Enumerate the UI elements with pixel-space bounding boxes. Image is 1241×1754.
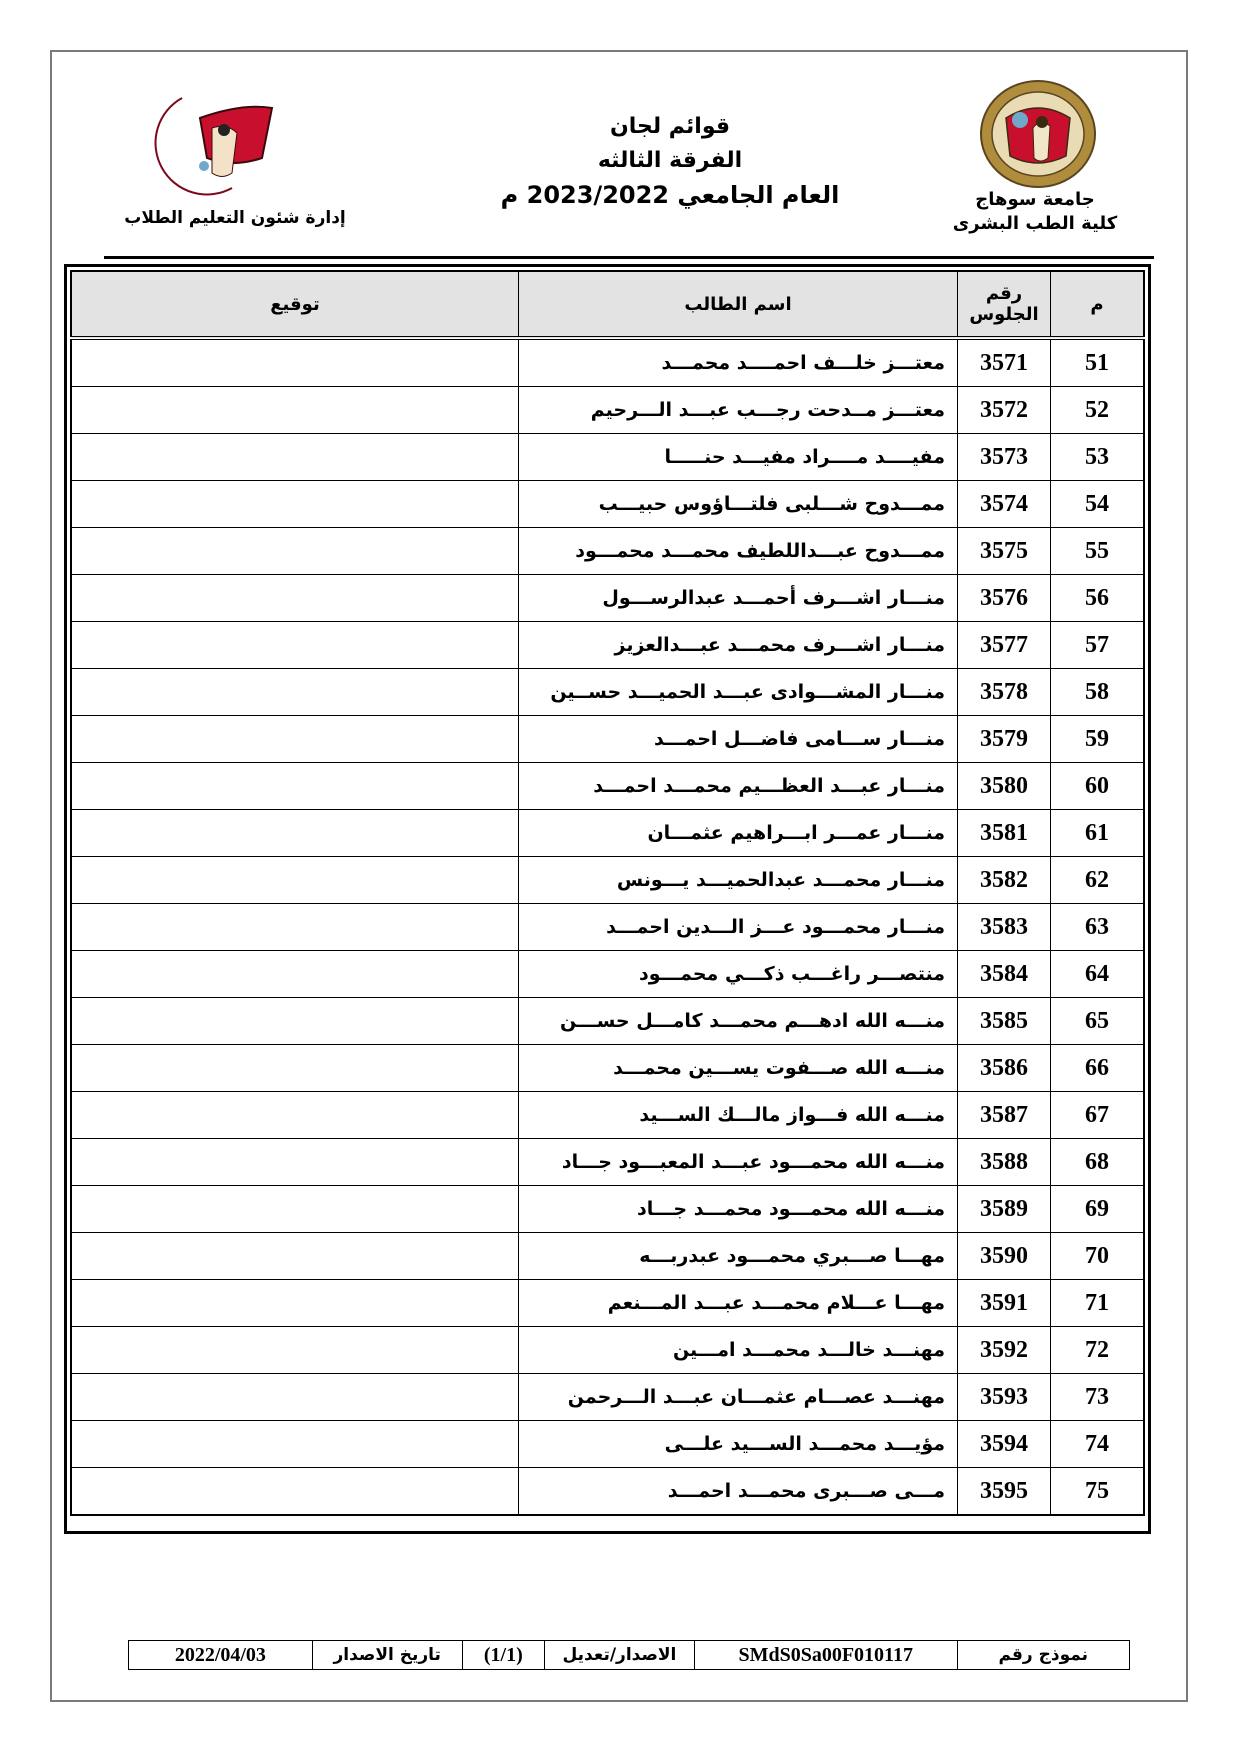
signature-cell <box>71 810 519 857</box>
seat-number: 3575 <box>958 528 1051 575</box>
faculty-name: كلية الطب البشرى <box>952 213 1118 234</box>
student-name: منـــار اشـــرف أحمـــد عبدالرســـول <box>519 575 958 622</box>
seat-number: 3576 <box>958 575 1051 622</box>
table-row <box>71 1374 1144 1421</box>
student-name: منتصـــر راغـــب ذكـــي محمـــود <box>519 951 958 998</box>
table-header-row <box>71 271 1144 338</box>
seat-number: 3574 <box>958 481 1051 528</box>
student-name: مـــى صـــبرى محمـــد احمـــد <box>519 1468 958 1516</box>
signature-cell <box>71 528 519 575</box>
student-name: مفيــــد مــــراد مفيـــد حنـــــا <box>519 434 958 481</box>
seat-number: 3594 <box>958 1421 1051 1468</box>
student-name: منـــه الله محمـــود عبـــد المعبـــود جـــاد <box>519 1139 958 1186</box>
seat-number: 3592 <box>958 1327 1051 1374</box>
seat-number: 3584 <box>958 951 1051 998</box>
table-row <box>71 575 1144 622</box>
student-name: مهنـــد عصـــام عثمـــان عبـــد الـــرحمن <box>519 1374 958 1421</box>
header-signature: توقيع <box>71 271 519 338</box>
issue-date-label: تاريخ الاصدار <box>312 1641 462 1670</box>
signature-cell <box>71 998 519 1045</box>
signature-cell <box>71 338 519 387</box>
row-number: 54 <box>1051 481 1145 528</box>
table-row <box>71 622 1144 669</box>
row-number: 64 <box>1051 951 1145 998</box>
issue-date: 2022/04/03 <box>129 1641 313 1670</box>
row-number: 72 <box>1051 1327 1145 1374</box>
row-number: 55 <box>1051 528 1145 575</box>
table-row <box>71 434 1144 481</box>
seat-number: 3585 <box>958 998 1051 1045</box>
table-row <box>71 1045 1144 1092</box>
row-number: 65 <box>1051 998 1145 1045</box>
student-name: منـــار محمـــد عبدالحميـــد يـــونس <box>519 857 958 904</box>
student-name: معتـــز خلـــف احمــــد محمـــد <box>519 338 958 387</box>
students-table-wrapper <box>64 264 1151 1534</box>
row-number: 58 <box>1051 669 1145 716</box>
student-name: منـــه الله فـــواز مالـــك الســـيد <box>519 1092 958 1139</box>
document-title: قوائم لجان <box>609 114 731 139</box>
student-name: معتـــز مــدحت رجـــب عبـــد الـــرحيم <box>519 387 958 434</box>
document-titles <box>450 110 890 212</box>
signature-cell <box>71 1280 519 1327</box>
row-number: 53 <box>1051 434 1145 481</box>
row-number: 59 <box>1051 716 1145 763</box>
table-row <box>71 1468 1144 1516</box>
header-divider <box>104 256 1154 259</box>
row-number: 63 <box>1051 904 1145 951</box>
table-row <box>71 528 1144 575</box>
version-label: الاصدار/تعديل <box>544 1641 694 1670</box>
signature-cell <box>71 904 519 951</box>
row-number: 74 <box>1051 1421 1145 1468</box>
university-name-block <box>950 188 1120 236</box>
seat-number: 3590 <box>958 1233 1051 1280</box>
signature-cell <box>71 1233 519 1280</box>
table-row <box>71 1421 1144 1468</box>
student-name: منـــار المشـــوادى عبـــد الحميـــد حســين <box>519 669 958 716</box>
row-number: 56 <box>1051 575 1145 622</box>
form-number: SMdS0Sa00F010117 <box>694 1641 957 1670</box>
row-number: 67 <box>1051 1092 1145 1139</box>
table-row <box>71 810 1144 857</box>
seat-number: 3577 <box>958 622 1051 669</box>
row-number: 57 <box>1051 622 1145 669</box>
table-row <box>71 1092 1144 1139</box>
header-m: م <box>1051 271 1145 338</box>
seat-number: 3578 <box>958 669 1051 716</box>
row-number: 75 <box>1051 1468 1145 1516</box>
signature-cell <box>71 434 519 481</box>
signature-cell <box>71 481 519 528</box>
seat-number: 3582 <box>958 857 1051 904</box>
table-row <box>71 998 1144 1045</box>
table-row <box>71 1139 1144 1186</box>
university-name: جامعة سوهاج <box>975 189 1095 210</box>
student-name: مؤيـــد محمـــد الســـيد علـــى <box>519 1421 958 1468</box>
seat-number: 3587 <box>958 1092 1051 1139</box>
table-row <box>71 951 1144 998</box>
faculty-medicine-logo <box>112 88 312 198</box>
signature-cell <box>71 387 519 434</box>
signature-cell <box>71 1327 519 1374</box>
row-number: 71 <box>1051 1280 1145 1327</box>
student-name: منـــار محمـــود عـــز الـــدين احمـــد <box>519 904 958 951</box>
table-row <box>71 387 1144 434</box>
signature-cell <box>71 1468 519 1516</box>
seat-number: 3580 <box>958 763 1051 810</box>
student-name: مهـــا عـــلام محمـــد عبـــد المـــنعم <box>519 1280 958 1327</box>
student-name: منـــار اشـــرف محمـــد عبـــدالعزيز <box>519 622 958 669</box>
table-row <box>71 1233 1144 1280</box>
row-number: 51 <box>1051 338 1145 387</box>
form-number-label: نموذج رقم <box>957 1641 1129 1670</box>
table-row <box>71 1186 1144 1233</box>
university-seal-logo <box>978 78 1098 190</box>
signature-cell <box>71 716 519 763</box>
signature-cell <box>71 763 519 810</box>
signature-cell <box>71 1139 519 1186</box>
seat-number: 3571 <box>958 338 1051 387</box>
row-number: 73 <box>1051 1374 1145 1421</box>
signature-cell <box>71 669 519 716</box>
students-table <box>70 270 1145 1516</box>
signature-cell <box>71 1374 519 1421</box>
academic-year: العام الجامعي 2023/2022 م <box>500 181 840 209</box>
table-row <box>71 669 1144 716</box>
table-row <box>71 716 1144 763</box>
student-name: ممـــدوح شـــلبى فلتـــاؤوس حبيـــب <box>519 481 958 528</box>
student-name: ممـــدوح عبـــداللطيف محمـــد محمـــود <box>519 528 958 575</box>
signature-cell <box>71 622 519 669</box>
signature-cell <box>71 575 519 622</box>
seat-number: 3581 <box>958 810 1051 857</box>
student-name: منـــار عبـــد العظـــيم محمـــد احمـــد <box>519 763 958 810</box>
row-number: 52 <box>1051 387 1145 434</box>
seat-number: 3573 <box>958 434 1051 481</box>
header-student-name: اسم الطالب <box>519 271 958 338</box>
seat-number: 3572 <box>958 387 1051 434</box>
student-name: منـــه الله صـــفوت يســـين محمـــد <box>519 1045 958 1092</box>
table-row <box>71 763 1144 810</box>
student-name: مهنـــد خالـــد محمـــد امـــين <box>519 1327 958 1374</box>
signature-cell <box>71 1186 519 1233</box>
grade-title: الفرقة الثالثه <box>597 148 743 173</box>
seat-number: 3579 <box>958 716 1051 763</box>
student-name: منـــه الله ادهـــم محمـــد كامـــل حســـن <box>519 998 958 1045</box>
seat-number: 3586 <box>958 1045 1051 1092</box>
table-row <box>71 481 1144 528</box>
student-name: منـــه الله محمـــود محمـــد جـــاد <box>519 1186 958 1233</box>
row-number: 68 <box>1051 1139 1145 1186</box>
seat-number: 3595 <box>958 1468 1051 1516</box>
row-number: 62 <box>1051 857 1145 904</box>
signature-cell <box>71 951 519 998</box>
table-row <box>71 904 1144 951</box>
version-value: (1/1) <box>462 1641 544 1670</box>
student-name: منـــار ســـامى فاضـــل احمـــد <box>519 716 958 763</box>
signature-cell <box>71 1421 519 1468</box>
seat-number: 3583 <box>958 904 1051 951</box>
row-number: 66 <box>1051 1045 1145 1092</box>
student-name: مهـــا صـــبري محمـــود عبدربـــه <box>519 1233 958 1280</box>
signature-cell <box>71 1045 519 1092</box>
student-name: منـــار عمـــر ابـــراهيم عثمـــان <box>519 810 958 857</box>
row-number: 60 <box>1051 763 1145 810</box>
seat-number: 3593 <box>958 1374 1051 1421</box>
row-number: 61 <box>1051 810 1145 857</box>
table-row <box>71 1280 1144 1327</box>
seat-number: 3591 <box>958 1280 1051 1327</box>
seat-number: 3588 <box>958 1139 1051 1186</box>
table-row <box>71 1327 1144 1374</box>
signature-cell <box>71 1092 519 1139</box>
table-row <box>71 338 1144 387</box>
row-number: 69 <box>1051 1186 1145 1233</box>
table-row <box>71 857 1144 904</box>
seat-number: 3589 <box>958 1186 1051 1233</box>
form-footer <box>128 1640 1130 1670</box>
department-name: إدارة شئون التعليم الطلاب <box>124 208 346 228</box>
row-number: 70 <box>1051 1233 1145 1280</box>
signature-cell <box>71 857 519 904</box>
header-seat-number: رقم الجلوس <box>958 271 1051 338</box>
